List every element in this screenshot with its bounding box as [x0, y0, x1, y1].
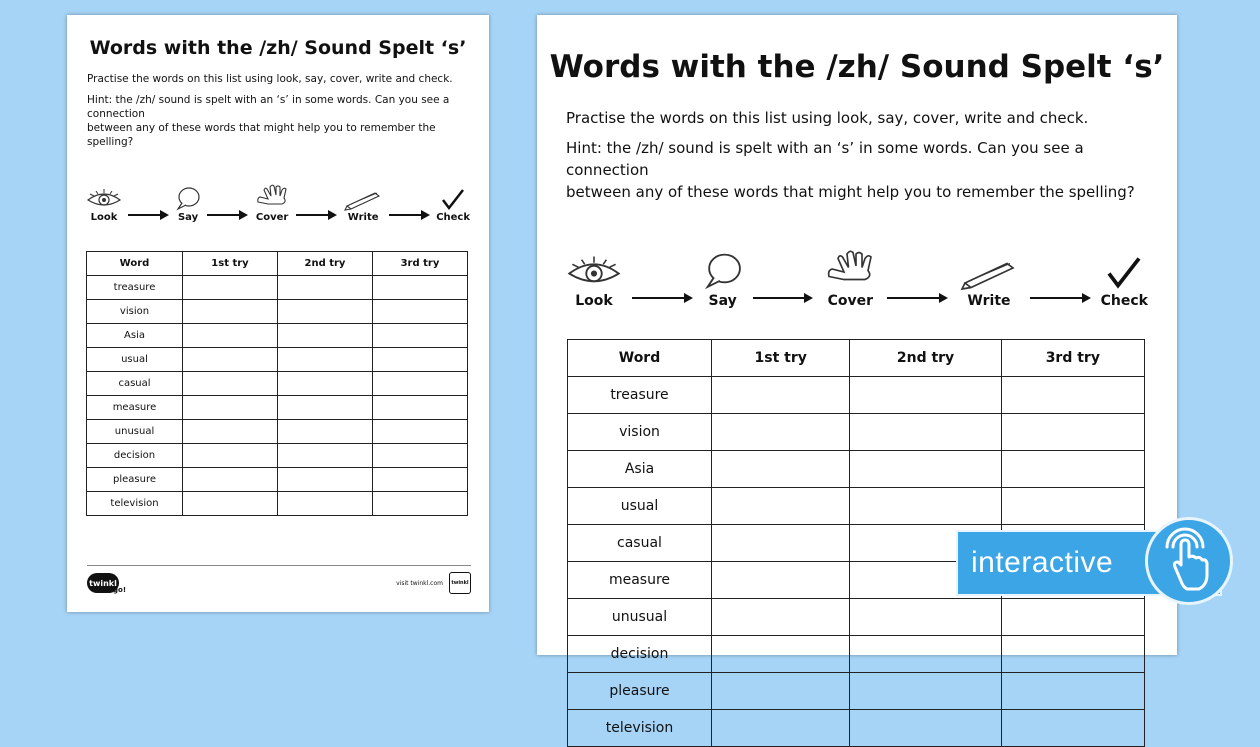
try-3-cell[interactable]	[372, 492, 467, 516]
step-label: Check	[1100, 293, 1148, 309]
try-2-cell[interactable]	[850, 377, 1001, 414]
look-say-cover-write-check-steps	[67, 175, 489, 223]
table-row	[568, 488, 1145, 525]
try-3-cell[interactable]	[1001, 599, 1144, 636]
arrow-icon	[753, 293, 814, 303]
try-1-cell[interactable]	[712, 414, 850, 451]
table-row	[87, 300, 468, 324]
try-3-cell[interactable]	[372, 372, 467, 396]
try-1-cell[interactable]	[712, 562, 850, 599]
try-1-cell[interactable]	[183, 276, 278, 300]
try-3-cell[interactable]	[372, 444, 467, 468]
eye-icon	[566, 255, 622, 289]
arrow-icon	[296, 211, 337, 219]
column-header: 1st try	[183, 252, 278, 276]
try-2-cell[interactable]	[277, 420, 372, 444]
word-cell: television	[568, 710, 712, 747]
table-row	[87, 492, 468, 516]
step-cover	[254, 184, 290, 223]
checkmark-icon	[441, 188, 465, 210]
word-cell: unusual	[568, 599, 712, 636]
try-3-cell[interactable]	[1001, 636, 1144, 673]
table-row	[568, 414, 1145, 451]
try-3-cell[interactable]	[1001, 377, 1144, 414]
try-3-cell[interactable]	[372, 300, 467, 324]
try-1-cell[interactable]	[183, 444, 278, 468]
try-2-cell[interactable]	[850, 451, 1001, 488]
table-header-row	[568, 340, 1145, 377]
column-header: 2nd try	[277, 252, 372, 276]
table-header-row	[87, 252, 468, 276]
table-row	[568, 710, 1145, 747]
try-2-cell[interactable]	[277, 276, 372, 300]
step-say	[703, 251, 743, 309]
try-2-cell[interactable]	[850, 414, 1001, 451]
look-say-cover-write-check-steps	[537, 239, 1177, 309]
hint-text	[537, 137, 1177, 203]
try-3-cell[interactable]	[372, 276, 467, 300]
try-3-cell[interactable]	[1001, 414, 1144, 451]
step-label: Check	[436, 212, 471, 223]
table-row	[568, 673, 1145, 710]
word-cell: casual	[568, 525, 712, 562]
try-3-cell[interactable]	[1001, 451, 1144, 488]
try-1-cell[interactable]	[712, 451, 850, 488]
table-row	[87, 276, 468, 300]
try-2-cell[interactable]	[850, 488, 1001, 525]
step-look	[566, 255, 622, 309]
try-1-cell[interactable]	[183, 324, 278, 348]
word-cell: Asia	[568, 451, 712, 488]
worksheet-title: Words with the /zh/ Sound Spelt ‘s’	[89, 37, 467, 59]
try-2-cell[interactable]	[277, 444, 372, 468]
step-label: Cover	[827, 293, 874, 309]
try-1-cell[interactable]	[183, 372, 278, 396]
checkmark-icon	[1106, 255, 1142, 289]
column-header: Word	[87, 252, 183, 276]
try-1-cell[interactable]	[712, 599, 850, 636]
try-1-cell[interactable]	[712, 377, 850, 414]
column-header: 1st try	[712, 340, 850, 377]
word-cell: measure	[87, 396, 183, 420]
try-2-cell[interactable]	[277, 348, 372, 372]
word-cell: pleasure	[568, 673, 712, 710]
try-1-cell[interactable]	[712, 636, 850, 673]
table-row	[87, 372, 468, 396]
try-2-cell[interactable]	[277, 372, 372, 396]
step-write	[958, 259, 1020, 309]
speech-bubble-icon	[175, 186, 201, 210]
table-row	[87, 420, 468, 444]
try-1-cell[interactable]	[712, 525, 850, 562]
table-row	[568, 599, 1145, 636]
try-3-cell[interactable]	[372, 420, 467, 444]
step-say	[175, 186, 201, 223]
step-write	[343, 190, 383, 223]
eye-icon	[86, 188, 122, 210]
hand-icon	[823, 249, 877, 289]
table-row	[568, 636, 1145, 673]
footer-right	[396, 572, 471, 594]
worksheet-title: Words with the /zh/ Sound Spelt ‘s’	[549, 49, 1165, 85]
visit-link[interactable]: visit twinkl.com	[396, 579, 443, 587]
logo-badge: twinkl	[87, 573, 119, 593]
spelling-table	[86, 251, 468, 516]
arrow-icon	[389, 211, 430, 219]
table-row	[87, 396, 468, 420]
column-header: Word	[568, 340, 712, 377]
worksheet-preview-small	[67, 15, 489, 612]
twinkl-logo	[87, 572, 126, 594]
word-cell: treasure	[568, 377, 712, 414]
step-cover	[823, 249, 877, 309]
word-cell: vision	[87, 300, 183, 324]
hint-line-2: between any of these words that might help you to remember the spelling?	[566, 183, 1135, 201]
try-1-cell[interactable]	[712, 488, 850, 525]
try-1-cell[interactable]	[712, 673, 850, 710]
try-2-cell[interactable]	[277, 468, 372, 492]
try-3-cell[interactable]	[372, 324, 467, 348]
arrow-icon	[632, 293, 693, 303]
word-cell: unusual	[87, 420, 183, 444]
try-3-cell[interactable]	[372, 348, 467, 372]
table-row	[568, 377, 1145, 414]
column-header: 3rd try	[372, 252, 467, 276]
arrow-icon	[207, 211, 248, 219]
step-look	[86, 188, 122, 223]
try-1-cell[interactable]	[712, 710, 850, 747]
try-3-cell[interactable]	[372, 396, 467, 420]
try-3-cell[interactable]	[372, 468, 467, 492]
word-cell: pleasure	[87, 468, 183, 492]
hint-text	[67, 93, 489, 149]
step-label: Look	[90, 212, 118, 223]
step-check	[436, 188, 470, 223]
step-label: Write	[967, 293, 1011, 309]
try-1-cell[interactable]	[183, 300, 278, 324]
try-1-cell[interactable]	[183, 396, 278, 420]
column-header: 3rd try	[1001, 340, 1144, 377]
try-3-cell[interactable]	[1001, 673, 1144, 710]
try-1-cell[interactable]	[183, 468, 278, 492]
table-row	[568, 451, 1145, 488]
pencil-icon	[958, 259, 1020, 289]
footer-divider	[87, 565, 471, 566]
try-2-cell[interactable]	[850, 673, 1001, 710]
instruction-text: Practise the words on this list using look, say, cover, write and check.	[87, 73, 453, 85]
step-label: Cover	[255, 212, 289, 223]
hand-icon	[254, 184, 290, 210]
word-cell: usual	[87, 348, 183, 372]
try-1-cell[interactable]	[183, 420, 278, 444]
step-label: Write	[347, 212, 379, 223]
table-row	[87, 348, 468, 372]
column-header: 2nd try	[850, 340, 1001, 377]
arrow-icon	[128, 211, 169, 219]
try-2-cell[interactable]	[850, 710, 1001, 747]
try-1-cell[interactable]	[183, 492, 278, 516]
hint-line-1: Hint: the /zh/ sound is spelt with an ‘s’ in some words. Can you see a connection	[87, 94, 450, 120]
word-cell: vision	[568, 414, 712, 451]
hint-line-2: between any of these words that might help you to remember the spelling?	[87, 122, 436, 148]
instruction-text: Practise the words on this list using look, say, cover, write and check.	[566, 109, 1089, 127]
try-3-cell[interactable]	[1001, 488, 1144, 525]
footer	[87, 572, 471, 594]
word-cell: usual	[568, 488, 712, 525]
word-cell: television	[87, 492, 183, 516]
table-row	[87, 468, 468, 492]
table-body	[87, 276, 468, 516]
interactive-label: interactive	[971, 546, 1114, 579]
try-2-cell[interactable]	[277, 300, 372, 324]
hint-line-1: Hint: the /zh/ sound is spelt with an ‘s’ in some words. Can you see a connection	[566, 139, 1084, 179]
try-2-cell[interactable]	[277, 396, 372, 420]
try-2-cell[interactable]	[277, 324, 372, 348]
word-cell: measure	[568, 562, 712, 599]
arrow-icon	[887, 293, 948, 303]
speech-bubble-icon	[703, 251, 743, 289]
interactive-button[interactable]	[1145, 517, 1233, 605]
word-cell: casual	[87, 372, 183, 396]
table-row	[87, 324, 468, 348]
try-2-cell[interactable]	[850, 636, 1001, 673]
logo-sub: go!	[113, 586, 127, 594]
try-1-cell[interactable]	[183, 348, 278, 372]
word-cell: Asia	[87, 324, 183, 348]
tap-hand-icon	[1159, 529, 1219, 593]
step-check	[1101, 255, 1148, 309]
try-2-cell[interactable]	[850, 599, 1001, 636]
qr-badge-icon: twinkl	[449, 572, 471, 594]
try-2-cell[interactable]	[277, 492, 372, 516]
word-cell: decision	[568, 636, 712, 673]
table-row	[87, 444, 468, 468]
step-label: Say	[177, 212, 199, 223]
arrow-icon	[1030, 293, 1091, 303]
word-cell: treasure	[87, 276, 183, 300]
try-3-cell[interactable]	[1001, 710, 1144, 747]
pencil-icon	[343, 190, 383, 210]
word-cell: decision	[87, 444, 183, 468]
step-label: Say	[708, 293, 737, 309]
step-label: Look	[575, 293, 613, 309]
